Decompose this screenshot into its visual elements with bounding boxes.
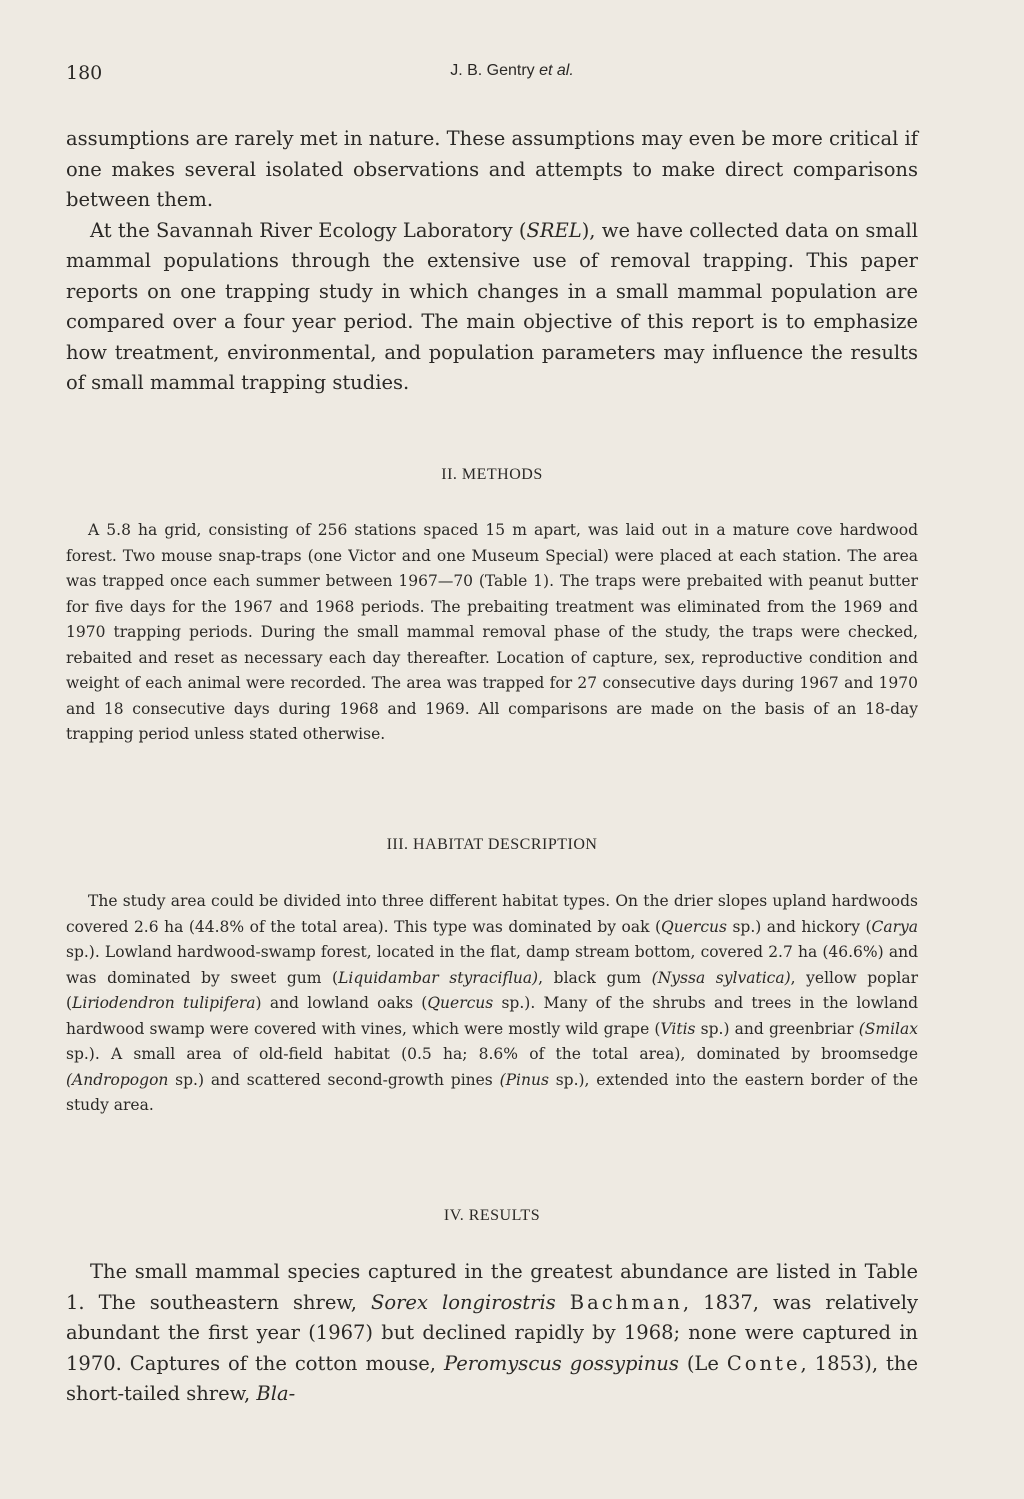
methods-paragraph: A 5.8 ha grid, consisting of 256 stations spaced 15 m apart, was laid out in a mature cove hardwood forest. Two mouse snap-traps (one Victor and one Museum Special) were placed at each station. The area was trapped once each summer between 1967—70 (Table 1). The traps were prebaited with peanut butter for five days for the 1967 and 1968 periods. The prebaiting treatment was eliminated from the 1969 and 1970 trapping periods. During the small mammal removal phase of the study, the traps were checked, rebaited and reset as necessary each day thereafter. Location of capture, sex, reproductive condition and weight of each animal were recorded. The area was trapped for 27 consecutive days during 1967 and 1970 and 18 consecutive days during 1968 and 1969. All comparisons are made on the basis of an 18-day trapping period unless stated otherwise. — [66, 521, 918, 743]
species-peromyscus: Peromyscus gossypinus — [443, 1351, 679, 1375]
habitat-text-5: ) and was dominated by sweet gum ( — [66, 943, 918, 987]
results-heading: IV. RESULTS — [443, 1207, 541, 1224]
habitat-text-10: sp.) and greenbriar — [695, 1019, 859, 1038]
habitat-text-6: , black gum — [538, 968, 652, 987]
intro-paragraph-1: assumptions are rarely met in nature. These assumptions may even be more critical if one makes several isolated observations and attempts to make direct comparisons between them. — [66, 127, 918, 211]
results-text-2: , 1837, was relatively abundant the first year (1967) but declined rapidly by 1968; none were captured in 1970. Captures of the cotton mouse, — [66, 1290, 918, 1375]
habitat-text-4: sp.). Lowland hardwood-swamp forest, located in the flat, damp stream bottom, covered 2.7 ha (46.6% — [66, 943, 878, 961]
habitat-text-7: , yellow poplar ( — [66, 968, 918, 1012]
habitat-text-11: sp.). A small area of old-field habitat (0.5 ha; 8.6% — [66, 1045, 519, 1063]
species-nyssa: (Nyssa sylvatica) — [651, 968, 791, 987]
intro-paragraph-2 — [66, 216, 918, 399]
habitat-text-13: sp.) and scattered second-growth pines — [168, 1070, 500, 1089]
intro-section — [66, 124, 918, 399]
results-text-1: The small mammal species captured in the greatest abundance are listed in Table 1. The southeastern shrew, — [66, 1260, 918, 1314]
species-liriodendron: Liriodendron tulipifera — [72, 994, 256, 1012]
habitat-text-9: sp.). Many of the shrubs and trees in the lowland hardwood swamp were covered with vines, which were mostly wild grape ( — [66, 994, 919, 1038]
page-number: 180 — [66, 62, 103, 84]
habitat-text-12: of the total area), dominated by broomsedge — [518, 1045, 918, 1063]
habitat-text-2: of the total area). This type was dominated by oak ( — [244, 917, 662, 936]
species-smilax: (Smilax — [858, 1019, 918, 1038]
species-vitis: Vitis — [660, 1019, 696, 1038]
intro-p2-text-b: ), we have collected data on small mammal populations through the extensive use of removal trapping. This paper reports on one trapping study in which changes in a small mammal population are compared over a four year period. The main objective of this report is to emphasize how treatment, environmental, and population parameters may influence the results of small mammal trapping studies. — [66, 218, 918, 394]
habitat-heading: III. HABITAT DESCRIPTION — [386, 836, 598, 853]
results-text-4: , 1853), the short-tailed shrew, — [66, 1351, 918, 1405]
author-conte: Conte — [726, 1351, 801, 1375]
habitat-paragraph — [66, 889, 918, 1119]
author-bachman: Bachman — [569, 1290, 683, 1314]
habitat-text-14: sp.), extended into the eastern border of the study area. — [66, 1070, 919, 1114]
species-bla: Bla- — [256, 1382, 296, 1405]
species-andropogon: (Andropogon — [66, 1070, 169, 1089]
intro-p2-text-a: At the Savannah River Ecology Laboratory ( — [90, 218, 527, 242]
habitat-text-1: The study area could be divided into three different habitat types. On the drier slopes upland hardwoods covered 2.6 ha (44.8% — [66, 892, 918, 936]
results-text-3: (Le — [678, 1351, 727, 1375]
page-header — [66, 62, 958, 88]
methods-heading: II. METHODS — [441, 466, 543, 483]
habitat-text-3: sp.) and hickory ( — [726, 917, 872, 936]
running-head — [66, 62, 958, 80]
species-quercus-2: Quercus — [427, 994, 494, 1012]
running-head-etal: et al. — [539, 62, 574, 79]
species-liquidambar: Liquidambar styraciflua) — [338, 968, 539, 987]
habitat-text-8: ) and lowland oaks ( — [255, 994, 428, 1012]
habitat-section — [66, 889, 918, 1119]
species-carya: Carya — [871, 917, 919, 936]
species-quercus: Quercus — [661, 917, 727, 936]
results-paragraph — [66, 1257, 918, 1410]
species-pinus: (Pinus — [499, 1070, 549, 1089]
results-section — [66, 1257, 918, 1410]
srel-abbreviation: SREL — [526, 218, 582, 242]
methods-section — [66, 518, 918, 748]
running-head-authors: J. B. Gentry — [450, 62, 535, 79]
species-sorex: Sorex longirostris — [371, 1290, 556, 1314]
